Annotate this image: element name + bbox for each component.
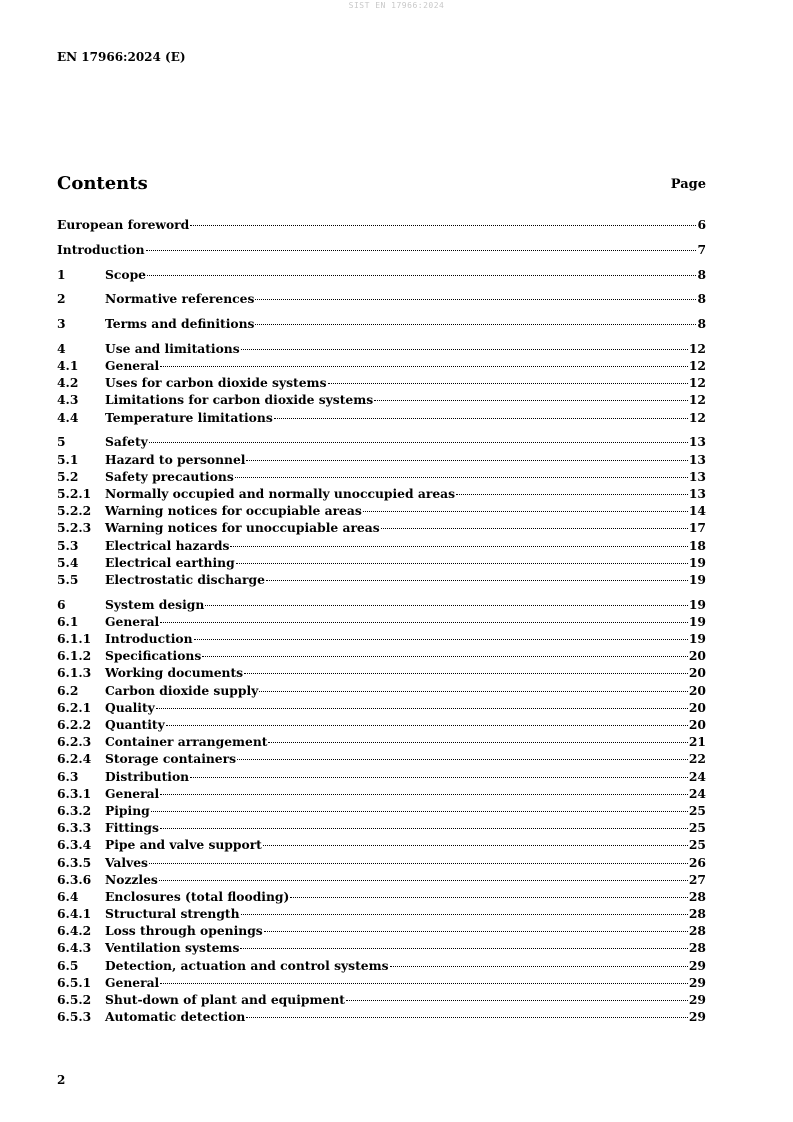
toc-dot-leader	[263, 845, 688, 846]
toc-entry-title: Warning notices for unoccupiable areas	[105, 520, 380, 536]
toc-entry-number: 1	[57, 266, 66, 282]
toc-entry-title: Introduction	[105, 631, 193, 647]
toc-entry-number: 6.4	[57, 888, 79, 904]
toc-entry-number: 4.3	[57, 392, 79, 408]
toc-dot-leader	[328, 383, 688, 384]
toc-entry-number: 6.2	[57, 682, 79, 698]
toc-dot-leader	[156, 708, 688, 709]
toc-entry-page: 13	[688, 451, 706, 467]
toc-entry[interactable]	[57, 374, 706, 391]
watermark: SIST EN 17966:2024	[348, 1, 445, 10]
toc-entry[interactable]	[57, 315, 706, 332]
toc-entry-page: 20	[688, 682, 706, 698]
toc-entry[interactable]	[57, 537, 706, 554]
toc-entry[interactable]	[57, 485, 706, 502]
toc-entry-title: Normative references	[105, 291, 255, 307]
toc-dot-leader	[264, 931, 688, 932]
toc-dot-leader	[151, 811, 688, 812]
page-column-label: Page	[670, 177, 706, 192]
toc-entry-title: General	[105, 974, 160, 990]
toc-entry-page: 19	[688, 571, 706, 587]
toc-entry[interactable]	[57, 733, 706, 750]
toc-dot-leader	[246, 460, 687, 461]
toc-dot-leader	[255, 324, 696, 325]
contents-title: Contents	[57, 173, 148, 194]
toc-entry-page: 21	[688, 734, 706, 750]
toc-entry-number: 6.1.2	[57, 648, 92, 664]
toc-entry-page: 12	[688, 340, 706, 356]
toc-entry[interactable]	[57, 871, 706, 888]
toc-entry-page: 8	[697, 316, 706, 332]
toc-entry[interactable]	[57, 554, 706, 571]
toc-dot-leader	[160, 983, 688, 984]
toc-entry-title: Scope	[105, 266, 146, 282]
toc-entry-number: 6.3.1	[57, 785, 92, 801]
toc-entry-page: 8	[697, 266, 706, 282]
toc-entry-title: General	[105, 613, 160, 629]
toc-entry-title: Structural strength	[105, 906, 240, 922]
toc-entry-number: 6.1	[57, 613, 79, 629]
toc-dot-leader	[259, 691, 688, 692]
toc-entry-number: 6.3.3	[57, 820, 92, 836]
toc-entry-title: Ventilation systems	[105, 940, 240, 956]
toc-entry-page: 13	[688, 486, 706, 501]
toc-entry-number: 6.3.6	[57, 871, 92, 887]
toc-entry-page: 20	[688, 648, 706, 664]
toc-entry-page: 13	[688, 468, 706, 484]
toc-entry[interactable]	[57, 836, 706, 853]
toc-entry-number: 6.3	[57, 768, 79, 784]
toc-entry-title: Valves	[105, 854, 148, 870]
toc-entry-page: 29	[688, 974, 706, 990]
toc-entry-number: 6.1.1	[57, 631, 92, 647]
toc-entry[interactable]	[57, 905, 706, 922]
toc-dot-leader	[149, 442, 688, 443]
toc-entry-number: 5.5	[57, 571, 79, 587]
toc-entry-title: Safety precautions	[105, 468, 234, 484]
toc-entry-number: 5.2.2	[57, 503, 92, 519]
toc-dot-leader	[244, 673, 688, 674]
toc-dot-leader	[363, 511, 688, 512]
toc-entry[interactable]	[57, 391, 706, 408]
toc-entry-number: 5.3	[57, 537, 79, 553]
toc-entry[interactable]	[57, 340, 706, 357]
toc-entry[interactable]	[57, 854, 706, 871]
toc-entry-page: 12	[688, 358, 706, 374]
toc-dot-leader	[190, 777, 688, 778]
toc-entry-page: 19	[688, 554, 706, 570]
toc-entry[interactable]	[57, 819, 706, 836]
table-of-contents	[57, 216, 706, 1025]
toc-entry-title: Nozzles	[105, 871, 158, 887]
toc-entry-number: 6.3.5	[57, 854, 92, 870]
toc-entry[interactable]	[57, 939, 706, 956]
toc-entry-page: 28	[688, 940, 706, 956]
toc-entry[interactable]	[57, 974, 706, 991]
toc-entry-title: Hazard to personnel	[105, 451, 246, 467]
toc-entry-number: 4	[57, 340, 66, 356]
toc-entry-page: 19	[688, 631, 706, 647]
toc-dot-leader	[266, 580, 688, 581]
document-id: EN 17966:2024 (E)	[57, 50, 186, 64]
toc-entry[interactable]	[57, 357, 706, 374]
toc-entry-number: 5.2.1	[57, 486, 92, 501]
toc-entry-number: 6.3.2	[57, 802, 92, 818]
toc-entry-number: 6.4.1	[57, 906, 92, 922]
toc-dot-leader	[235, 477, 688, 478]
toc-dot-leader	[240, 948, 688, 949]
toc-entry-page: 26	[688, 854, 706, 870]
toc-entry-number: 6.4.2	[57, 923, 92, 939]
toc-entry[interactable]	[57, 664, 706, 681]
toc-entry-title: Storage containers	[105, 751, 237, 767]
toc-dot-leader	[160, 794, 688, 795]
toc-dot-leader	[255, 299, 696, 300]
toc-entry-page: 24	[688, 785, 706, 801]
toc-entry[interactable]	[57, 1008, 706, 1025]
toc-entry-number: 5.2	[57, 468, 79, 484]
toc-dot-leader	[147, 275, 696, 276]
toc-entry[interactable]	[57, 957, 706, 974]
toc-entry-number: 6.5	[57, 957, 79, 973]
toc-entry-page: 28	[688, 923, 706, 939]
toc-entry-number: 5	[57, 434, 66, 450]
toc-entry-title: Automatic detection	[105, 1009, 246, 1025]
toc-entry-title: Uses for carbon dioxide systems	[105, 375, 327, 391]
toc-entry[interactable]	[57, 613, 706, 630]
toc-entry-number: 6.5.3	[57, 1009, 92, 1025]
toc-dot-leader	[241, 349, 688, 350]
toc-entry-page: 22	[688, 751, 706, 767]
toc-entry-title: General	[105, 358, 160, 374]
toc-dot-leader	[160, 366, 688, 367]
toc-dot-leader	[202, 656, 688, 657]
toc-entry-page: 19	[688, 613, 706, 629]
toc-entry-number: 6.2.2	[57, 717, 92, 733]
toc-dot-leader	[205, 605, 688, 606]
toc-entry-page: 29	[688, 957, 706, 973]
toc-entry-page: 7	[697, 241, 706, 257]
toc-dot-leader	[159, 880, 688, 881]
toc-entry[interactable]	[57, 716, 706, 733]
toc-entry-page: 13	[688, 434, 706, 450]
toc-entry-title: Detection, actuation and control systems	[105, 957, 389, 973]
toc-entry-title: Terms and definitions	[105, 316, 255, 332]
toc-entry-title: Pipe and valve support	[105, 837, 262, 853]
toc-dot-leader	[190, 225, 696, 226]
toc-entry-number: 6.3.4	[57, 837, 92, 853]
toc-entry[interactable]	[57, 682, 706, 699]
toc-entry-title: Warning notices for occupiable areas	[105, 503, 362, 519]
toc-dot-leader	[166, 725, 688, 726]
toc-entry-number: 4.4	[57, 409, 79, 425]
toc-dot-leader	[274, 418, 688, 419]
toc-entry-number: 4.1	[57, 358, 79, 374]
toc-entry[interactable]	[57, 768, 706, 785]
toc-entry[interactable]	[57, 433, 706, 450]
toc-entry-title: Loss through openings	[105, 923, 263, 939]
toc-entry-title: System design	[105, 596, 205, 612]
toc-entry-title: Safety	[105, 434, 148, 450]
toc-entry-page: 6	[697, 217, 706, 232]
toc-entry-page: 27	[688, 871, 706, 887]
toc-entry-number: 5.4	[57, 554, 79, 570]
toc-entry-title: Container arrangement	[105, 734, 268, 750]
toc-entry-page: 25	[688, 837, 706, 853]
toc-entry-number: 5.2.3	[57, 520, 92, 536]
toc-entry[interactable]	[57, 991, 706, 1008]
toc-entry[interactable]	[57, 519, 706, 536]
toc-entry-title: Piping	[105, 802, 150, 818]
toc-entry-title: General	[105, 785, 160, 801]
toc-entry[interactable]	[57, 571, 706, 588]
toc-entry-number: 2	[57, 291, 66, 307]
toc-dot-leader	[456, 494, 688, 495]
toc-entry-title: Carbon dioxide supply	[105, 682, 259, 698]
toc-entry[interactable]	[57, 216, 706, 233]
toc-entry[interactable]	[57, 266, 706, 283]
toc-entry-title: Distribution	[105, 768, 190, 784]
toc-dot-leader	[194, 639, 688, 640]
toc-entry-page: 29	[688, 1009, 706, 1025]
toc-entry-title: Quantity	[105, 717, 165, 733]
toc-entry-page: 28	[688, 888, 706, 904]
toc-dot-leader	[381, 528, 688, 529]
toc-entry-page: 19	[688, 596, 706, 612]
toc-entry-page: 25	[688, 820, 706, 836]
toc-entry-page: 12	[688, 409, 706, 425]
toc-entry-title: Quality	[105, 699, 155, 715]
toc-entry-title: Electrical hazards	[105, 537, 230, 553]
toc-entry-title: Limitations for carbon dioxide systems	[105, 392, 374, 408]
toc-entry-title: Normally occupied and normally unoccupied areas	[105, 486, 456, 501]
toc-dot-leader	[160, 622, 688, 623]
toc-entry-number: 6.1.3	[57, 665, 92, 681]
toc-entry-number: 6	[57, 596, 66, 612]
toc-entry-page: 25	[688, 802, 706, 818]
toc-entry-page: 12	[688, 392, 706, 408]
toc-dot-leader	[237, 759, 688, 760]
toc-entry-page: 17	[688, 520, 706, 536]
toc-entry-page: 24	[688, 768, 706, 784]
toc-entry-page: 20	[688, 717, 706, 733]
toc-entry-number: 6.5.2	[57, 992, 92, 1008]
toc-entry-title: European foreword	[57, 217, 190, 232]
toc-entry[interactable]	[57, 451, 706, 468]
toc-entry-page: 20	[688, 665, 706, 681]
toc-entry[interactable]	[57, 241, 706, 258]
toc-entry[interactable]	[57, 630, 706, 647]
toc-entry[interactable]	[57, 502, 706, 519]
toc-entry-number: 6.2.1	[57, 699, 92, 715]
toc-dot-leader	[160, 828, 688, 829]
toc-dot-leader	[236, 563, 688, 564]
toc-entry[interactable]	[57, 802, 706, 819]
toc-entry-title: Electrostatic discharge	[105, 571, 265, 587]
toc-entry-number: 4.2	[57, 375, 79, 391]
toc-entry-page: 18	[688, 537, 706, 553]
toc-entry[interactable]	[57, 888, 706, 905]
toc-entry[interactable]	[57, 647, 706, 664]
toc-entry[interactable]	[57, 290, 706, 307]
toc-entry[interactable]	[57, 699, 706, 716]
toc-dot-leader	[246, 1017, 688, 1018]
toc-entry-title: Use and limitations	[105, 340, 240, 356]
toc-entry[interactable]	[57, 922, 706, 939]
toc-entry-number: 6.5.1	[57, 974, 92, 990]
toc-entry-page: 12	[688, 375, 706, 391]
toc-entry-page: 8	[697, 291, 706, 307]
toc-entry-title: Introduction	[57, 241, 145, 257]
toc-dot-leader	[346, 1000, 688, 1001]
toc-entry[interactable]	[57, 409, 706, 426]
toc-entry-number: 6.2.4	[57, 751, 92, 767]
toc-entry-title: Electrical earthing	[105, 554, 235, 570]
toc-entry-title: Shut-down of plant and equipment	[105, 992, 345, 1008]
toc-dot-leader	[241, 914, 688, 915]
toc-dot-leader	[290, 897, 688, 898]
toc-entry[interactable]	[57, 785, 706, 802]
toc-entry-page: 20	[688, 699, 706, 715]
toc-entry-number: 3	[57, 316, 66, 332]
toc-entry-title: Working documents	[105, 665, 244, 681]
toc-entry[interactable]	[57, 468, 706, 485]
toc-dot-leader	[268, 742, 687, 743]
toc-entry-title: Specifications	[105, 648, 202, 664]
toc-dot-leader	[230, 546, 687, 547]
toc-entry-title: Fittings	[105, 820, 159, 836]
toc-entry-page: 29	[688, 992, 706, 1008]
toc-entry-number: 6.2.3	[57, 734, 92, 750]
toc-entry-number: 6.4.3	[57, 940, 92, 956]
toc-entry-number: 5.1	[57, 451, 79, 467]
toc-entry[interactable]	[57, 750, 706, 767]
toc-entry[interactable]	[57, 596, 706, 613]
toc-dot-leader	[390, 966, 688, 967]
toc-dot-leader	[146, 250, 697, 251]
toc-entry-title: Enclosures (total flooding)	[105, 888, 290, 904]
toc-dot-leader	[149, 863, 688, 864]
toc-entry-page: 28	[688, 906, 706, 922]
page-number: 2	[57, 1073, 66, 1087]
toc-entry-title: Temperature limitations	[105, 409, 273, 425]
toc-entry-page: 14	[688, 503, 706, 519]
toc-dot-leader	[374, 400, 688, 401]
